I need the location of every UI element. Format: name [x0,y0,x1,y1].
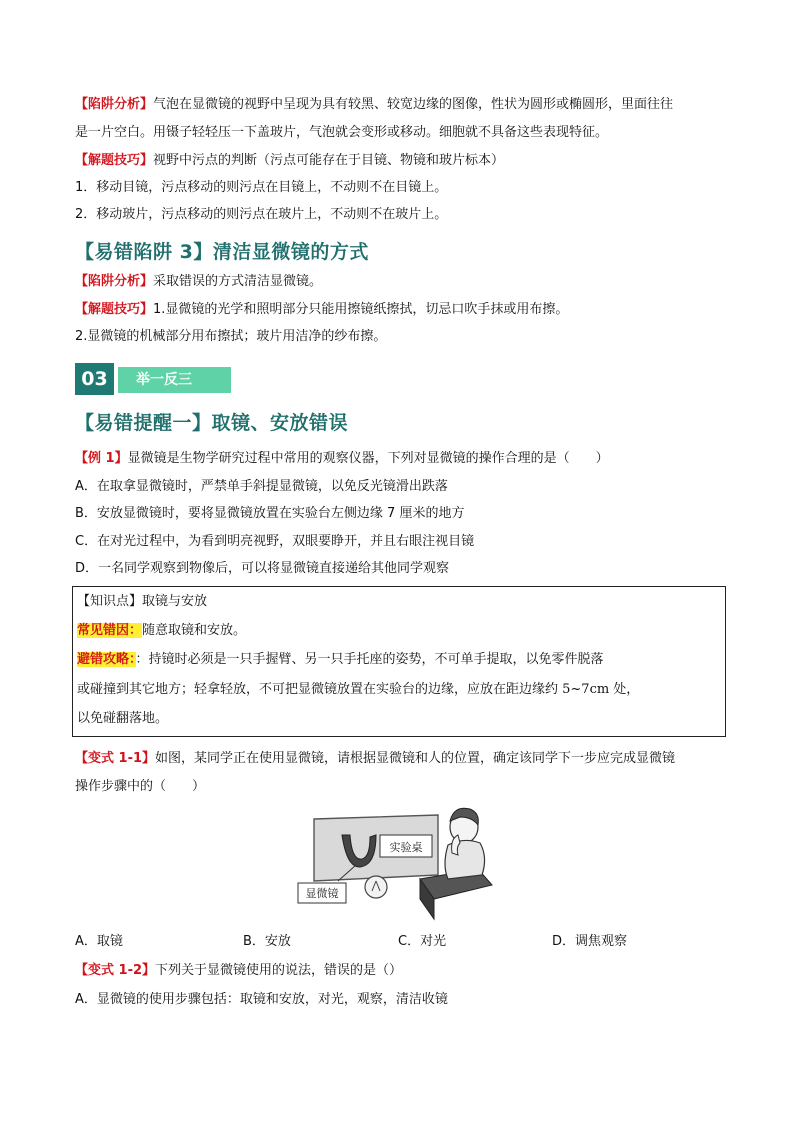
trap2-tip-2: 2．移动玻片，污点移动的则污点在玻片上，不动则不在玻片上。 [75,207,448,222]
trap2-tips-text: 视野中污点的判断（污点可能存在于目镜、物镜和玻片标本） [153,153,505,168]
trap3-tips-line [75,301,725,319]
trap2-tips-line [75,152,725,170]
knowledge-box [72,586,726,737]
trap-analysis-label: 【陷阱分析】 [75,97,154,112]
example1-option-d: D．一名同学观察到物像后，可以将显微镜直接递给其他同学观察 [75,561,450,576]
solving-tips-label: 【解题技巧】 [75,153,154,168]
variant1-1-option-b: B．安放 [243,934,291,949]
reminder1-heading: 【易错提醒一】取镜、安放错误 [75,412,349,434]
example1-question: 显微镜是生物学研究过程中常用的观察仪器，下列对显微镜的操作合理的是（ ） [127,451,609,466]
variant1-1-label: 【变式 1-1】 [75,751,156,766]
example1-option-b: B．安放显微镜时，要将显微镜放置在实验台左侧边缘 7 厘米的地方 [75,506,465,521]
lab-illustration [292,795,502,925]
common-error-text: 随意取镜和安放。 [142,623,247,638]
microscope-label: 显微镜 [305,887,339,900]
variant1-1-question-1: 如图，某同学正在使用显微镜，请根据显微镜和人的位置，确定该同学下一步应完成显微镜 [155,751,676,766]
variant1-1-option-c: C．对光 [398,934,447,949]
example1-option-a: A．在取拿显微镜时，严禁单手斜提显微镜，以免反光镜滑出跌落 [75,479,448,494]
example1-question-line [75,450,725,468]
variant1-1-question-line-1 [75,750,725,768]
variant1-2-label: 【变式 1-2】 [75,963,156,978]
stool [365,876,387,898]
trap2-analysis-text-1: 气泡在显微镜的视野中呈现为具有较黑、较宽边缘的图像，性状为圆形或椭圆形，里面往往 [153,97,674,112]
strategy-label: 避错攻略： [77,652,136,667]
common-error-line [77,622,246,640]
section-badge [75,363,231,395]
variant1-1-option-a: A．取镜 [75,934,123,949]
variant1-2-question-line [75,962,725,980]
trap3-tips-text: 1.显微镜的光学和照明部分只能用擦镜纸擦拭，切忌口吹手抹或用布擦。 [153,302,569,317]
example1-option-c: C．在对光过程中，为看到明亮视野，双眼要睁开，并且右眼注视目镜 [75,534,475,549]
section-number: 03 [75,363,114,395]
variant1-1-question-line-2: 操作步骤中的（ ） [75,779,206,794]
trap3-heading: 【易错陷阱 3】清洁显微镜的方式 [75,241,369,263]
strategy-line-1 [77,651,604,669]
trap-analysis-label: 【陷阱分析】 [75,274,154,289]
solving-tips-label: 【解题技巧】 [75,302,154,317]
strategy-line-2: 或碰撞到其它地方；轻拿轻放，不可把显微镜放置在实验台的边缘，应放在距边缘约 5~7cm 处， [77,682,640,697]
strategy-text-1: ：持镜时必须是一只手握臂、另一只手托座的姿势，不可单手提取，以免零件脱落 [135,652,604,667]
person-body [445,840,485,879]
strategy-line-3: 以免碰翻落地。 [77,711,169,726]
trap2-analysis-line-2: 是一片空白。用镊子轻轻压一下盖玻片，气泡就会变形或移动。细胞就不具备这些表现特征。 [75,125,609,140]
section-label: 举一反三 [118,367,231,393]
knowledge-title: 【知识点】取镜与安放 [77,594,208,609]
trap2-analysis-line-1 [75,96,725,114]
table-label: 实验桌 [389,841,423,854]
variant1-2-option-a: A．显微镜的使用步骤包括：取镜和安放，对光，观察，清洁收镜 [75,992,448,1007]
common-error-label: 常见错因： [77,623,143,638]
trap2-tip-1: 1．移动目镜，污点移动的则污点在目镜上，不动则不在目镜上。 [75,180,448,195]
example1-label: 【例 1】 [75,451,128,466]
variant1-1-option-d: D．调焦观察 [552,934,628,949]
trap3-analysis-text: 采取错误的方式清洁显微镜。 [153,274,323,289]
trap3-analysis-line [75,273,725,291]
variant1-2-question: 下列关于显微镜使用的说法，错误的是（） [155,963,403,978]
trap3-tip-2: 2.显微镜的机械部分用布擦拭；玻片用洁净的纱布擦。 [75,329,387,344]
